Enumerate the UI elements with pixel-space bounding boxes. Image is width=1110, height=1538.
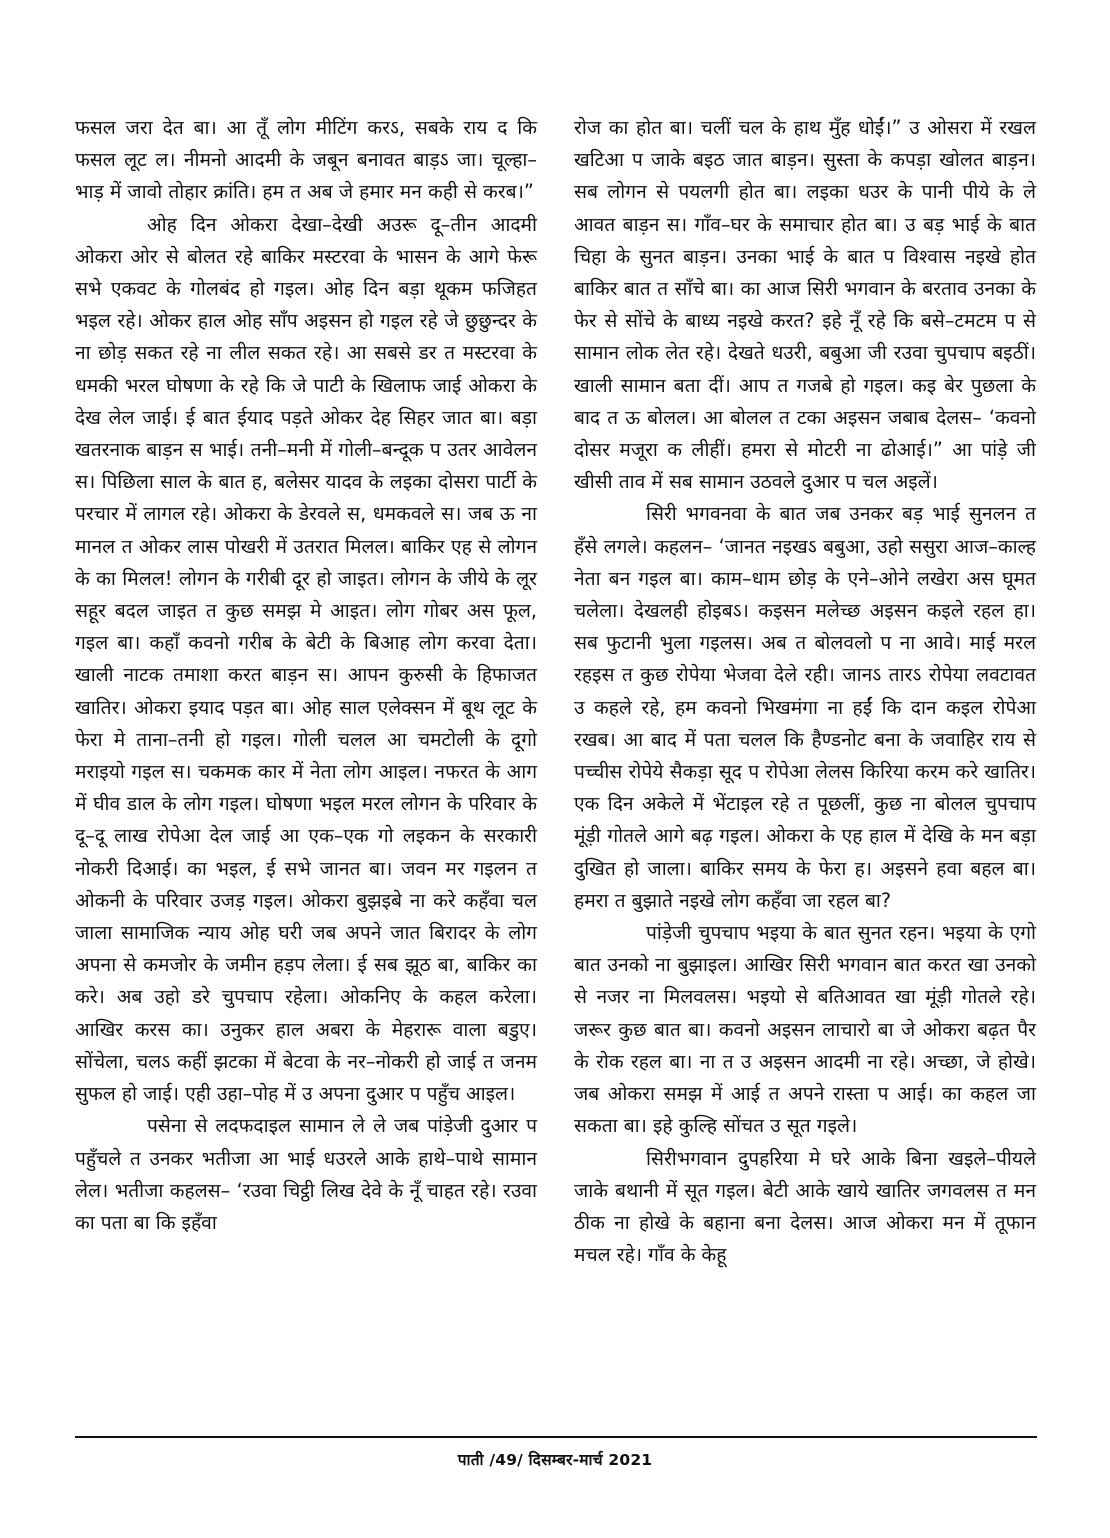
paragraph: फसल जरा देत बा। आ तूँ लोग मीटिंग करऽ, सबके राय द कि फसल लूट ल। नीमनो आदमी के जबून बनावत बाड़ऽ जा। चूल्हा–भाड़ में जावो तोहार क्रांति। हम त अब जे हमार मन कही से करब।” — [75, 116, 537, 204]
page-footer: पाती /49/ दिसम्बर-मार्च 2021 — [457, 1451, 653, 1469]
paragraph: ओह दिन ओकरा देखा–देखी अउरू दू–तीन आदमी ओकरा ओर से बोलत रहे बाकिर मस्टरवा के भासन के आगे फेरू सभे एकवट के गोलबंद हो गइल। ओह दिन बड़ा थूकम फजिहत भइल रहे। ओकर हाल ओह साँप अइसन हो गइल रहे जे छुछुन्दर के ना छोड़ सकत रहे ना लील सकत रहे। आ सबसे डर त मस्टरवा के धमकी भरल घोषणा के रहे कि जे पाटी के खिलाफ जाई ओकरा के देख लेल जाई। ई बात ईयाद पड़ते ओकर देह सिहर जात बा। बड़ा खतरनाक बाड़न स भाई। तनी–मनी में गोली–बन्दूक प उतर आवेलन स। पिछिला साल के बात ह, बलेसर यादव के लइका दोसरा पार्टी के परचार में लागल रहे। ओकरा के डेरवले स, धमकवले स। जब ऊ ना मानल त ओकर लास पोखरी में उतरात मिलल। बाकिर एह से लोगन के का मिलल! लोगन के गरीबी दूर हो जाइत। लोगन के जीये के लूर सहूर बदल जाइत त कुछ समझ मे आइत। लोग गोबर अस फूल, गइल बा। कहाँ कवनो गरीब के बेटी के बिआह लोग करवा देता। खाली नाटक तमाशा करत बाड़न स। आपन कुरुसी के हिफाजत खातिर। ओकरा इयाद पड़त बा। ओह साल एलेक्सन में बूथ लूट के फेरा मे ताना–तनी हो गइल। गोली चलल आ चमटोली के दूगो मराइयो गइल स। चकमक कार में नेता लोग आइल। नफरत के आग में घीव डाल के लोग गइल। घोषणा भइल मरल लोगन के परिवार के दू–दू लाख रोपेआ देल जाई आ एक–एक गो लइकन के सरकारी नोकरी दिआई। का भइल, ई सभे जानत बा। जवन मर गइलन त ओकनी के परिवार उजड़ गइल। ओकरा बुझइबे ना करे कहँवा चल जाला सामाजिक न्याय ओह घरी जब अपने जात बिरादर के लोग अपना से कमजोर के जमीन हड़प लेला। ई सब झूठ बा, बाकिर का करे। अब उहो डरे चुपचाप रहेला। ओकनिए के कहल करेला। आखिर करस का। उनुकर हाल अबरा के मेहरारू वाला बडुए। सोंचेला, चलऽ कहीं झटका में बेटवा के नर–नोकरी हो जाई त जनम सुफल हो जाई। एही उहा–पोह में उ अपना दुआर प पहुँच आइल। — [75, 212, 537, 1106]
footer-divider — [75, 1436, 1037, 1438]
paragraph: रोज का होत बा। चलीं चल के हाथ मुँह धोईं।” उ ओसरा में रखल खटिआ प जाके बइठ जात बाड़न। सुस्ता के कपड़ा खोलत बाड़न। सब लोगन से पयलगी होत बा। लइका धउर के पानी पीये के ले आवत बाड़न स। गाँव–घर के समाचार होत बा। उ बड़ भाई के बात चिहा के सुनत बाड़न। उनका भाई के बात प विश्वास नइखे होत बाकिर बात त साँचे बा। का आज सिरी भगवान के बरताव उनका के फेर से सोंचे के बाध्य नइखे करत? इहे नूँ रहे कि बसे–टमटम प से सामान लोक लेत रहे। देखते धउरी, बबुआ जी रउवा चुपचाप बइठीं। खाली सामान बता दीं। आप त गजबे हो गइल। कइ बेर पुछला के बाद त ऊ बोलल। आ बोलल त टका अइसन जबाब देलस– ‘कवनो दोसर मजूरा क लीहीं। हमरा से मोटरी ना ढोआई।” आ पांड़े जी खीसी ताव में सब सामान उठवले दुआर प चल अइलें। — [574, 116, 1036, 494]
paragraph: सिरी भगवनवा के बात जब उनकर बड़ भाई सुनलन त हँसे लगले। कहलन– ‘जानत नइखऽ बबुआ, उहो ससुरा आज–काल्ह नेता बन गइल बा। काम–धाम छोड़ के एने–ओने लखेरा अस घूमत चलेला। देखलही होइबऽ। कइसन मलेच्छ अइसन कइले रहल हा। सब फुटानी भुला गइलस। अब त बोलवलो प ना आवे। माई मरल रहइस त कुछ रोपेया भेजवा देले रही। जानऽ तारऽ रोपेया लवटावत उ कहले रहे, हम कवनो भिखमंगा ना हईं कि दान कइल रोपेआ रखब। आ बाद में पता चलल कि हैण्डनोट बना के जवाहिर राय से पच्चीस रोपेये सैकड़ा सूद प रोपेआ लेलस किरिया करम करे खातिर। एक दिन अकेले में भेंटाइल रहे त पूछलीं, कुछ ना बोलल चुपचाप मूंड़ी गोतले आगे बढ़ गइल। ओकरा के एह हाल में देखि के मन बड़ा दुखित हो जाला। बाकिर समय के फेरा ह। अइसने हवा बहल बा। हमरा त बुझाते नइखे लोग कहँवा जा रहल बा? — [574, 502, 1036, 912]
paragraph: सिरीभगवान दुपहरिया मे घरे आके बिना खइले–पीयले जाके बथानी में सूत गइल। बेटी आके खाये खातिर जगवलस त मन ठीक ना होखे के बहाना बना देलस। आज ओकरा मन में तूफान मचल रहे। गाँव के केहू — [574, 1146, 1036, 1267]
right-text-column — [574, 112, 1036, 1271]
paragraph: पांड़ेजी चुपचाप भइया के बात सुनत रहन। भइया के एगो बात उनको ना बुझाइल। आखिर सिरी भगवान बात करत खा उनको से नजर ना मिलवलस। भइयो से बतिआवत खा मूंड़ी गोतले रहे। जरूर कुछ बात बा। कवनो अइसन लाचारो बा जे ओकरा बढ़त पैर के रोक रहल बा। ना त उ अइसन आदमी ना रहे। अच्छा, जे होखे। जब ओकरा समझ में आई त अपने रास्ता प आई। का कहल जा सकता बा। इहे कुल्हि सोंचत उ सूत गइले। — [574, 921, 1036, 1138]
paragraph: पसेना से लदफदाइल सामान ले ले जब पांड़ेजी दुआर प पहुँचले त उनकर भतीजा आ भाई धउरले आके हाथे–पाथे सामान लेल। भतीजा कहलस– ‘रउवा चिट्ठी लिख देवे के नूँ चाहत रहे। रउवा का पता बा कि इहँवा — [75, 1114, 537, 1234]
left-text-column — [75, 112, 537, 1239]
